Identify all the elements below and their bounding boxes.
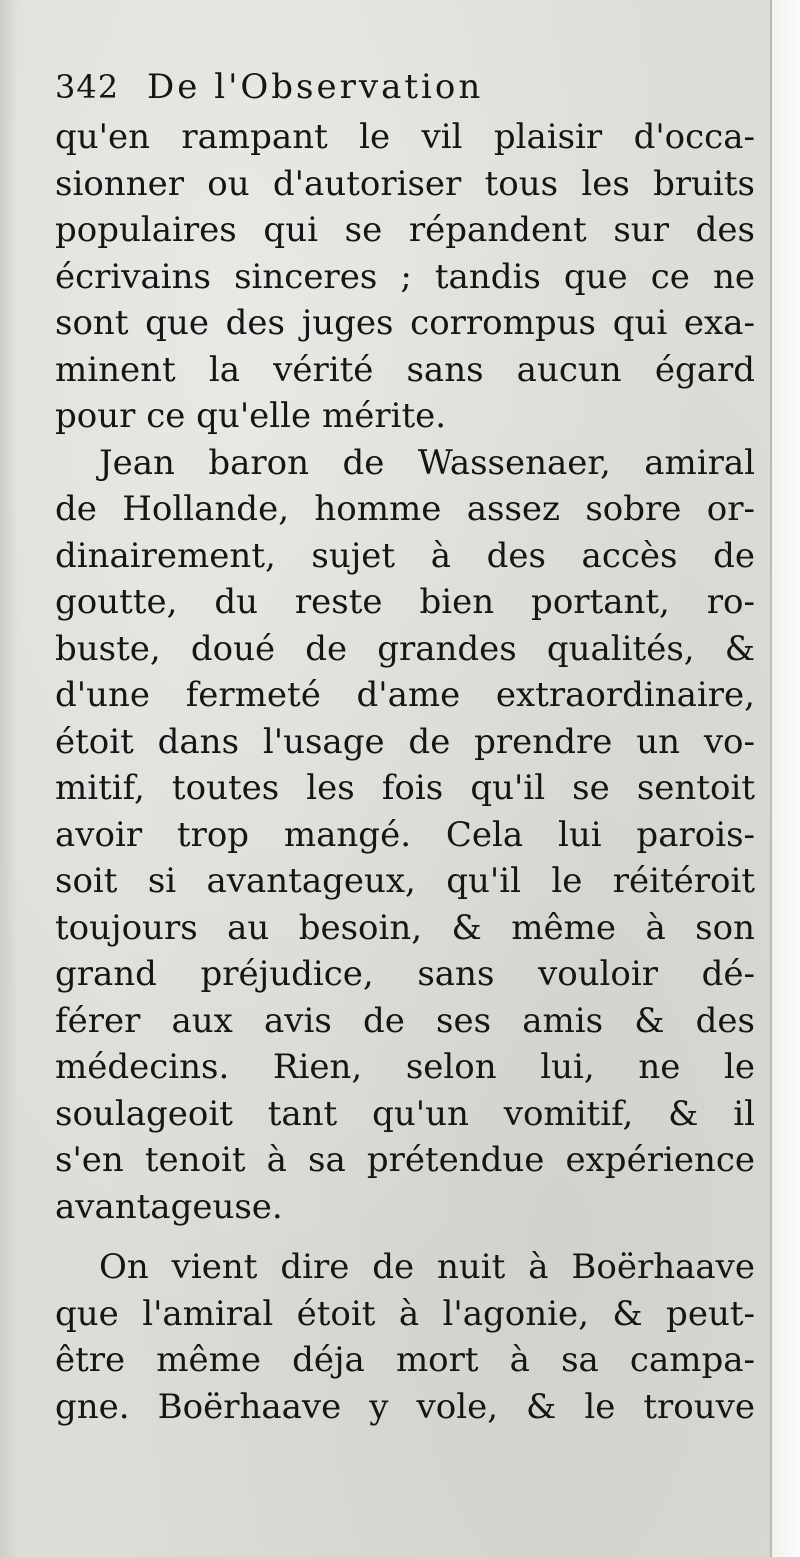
text-line: que l'amiral étoit à l'agonie, & peut- xyxy=(55,1293,755,1334)
running-title: De l'Observation xyxy=(147,67,484,107)
text-line: On vient dire de nuit à Boërhaave xyxy=(99,1247,755,1287)
text-line: gne. Boërhaave y vole, & le trouve xyxy=(55,1386,755,1427)
text-line: étoit dans l'usage de prendre un vo- xyxy=(55,721,755,762)
page-shadow-left xyxy=(0,0,18,1557)
text-line: sionner ou d'autoriser tous les bruits xyxy=(55,163,755,204)
text-line: soulageoit tant qu'un vomitif, & il xyxy=(55,1093,755,1134)
text-line: dinairement, sujet à des accès de xyxy=(55,535,755,576)
text-line: buste, doué de grandes qualités, & xyxy=(55,628,755,669)
text-line: grand préjudice, sans vouloir dé- xyxy=(55,954,755,994)
text-line: de Hollande, homme assez sobre or- xyxy=(55,489,755,529)
text-line: avoir trop mangé. Cela lui parois- xyxy=(55,814,755,855)
paragraph-1 xyxy=(55,114,755,440)
text-block xyxy=(55,60,755,1430)
text-line: mitif, toutes les fois qu'il se sentoit xyxy=(55,768,755,808)
text-line: écrivains sinceres ; tandis que ce ne xyxy=(55,256,755,297)
text-line: Jean baron de Wassenaer, amiral xyxy=(99,442,755,483)
text-line: avantageuse. xyxy=(55,1186,283,1227)
text-line: s'en tenoit à sa prétendue expérience xyxy=(55,1140,755,1180)
text-line: être même déja mort à sa campa- xyxy=(55,1340,755,1380)
running-head xyxy=(55,60,755,114)
text-line: qu'en rampant le vil plaisir d'occa- xyxy=(55,117,755,157)
text-line: sont que des juges corrompus qui exa- xyxy=(55,303,755,343)
paragraph-2 xyxy=(55,440,755,1231)
text-line: férer aux avis de ses amis & des xyxy=(55,1000,755,1041)
text-line: médecins. Rien, selon lui, ne le xyxy=(55,1047,755,1087)
paragraph-gap xyxy=(55,1230,755,1244)
text-line: d'une fermeté d'ame extraordinaire, xyxy=(55,675,755,715)
text-line: soit si avantageux, qu'il le réitéroit xyxy=(55,861,755,901)
text-line: toujours au besoin, & même à son xyxy=(55,907,755,948)
text-line: minent la vérité sans aucun égard xyxy=(55,349,755,390)
text-line: goutte, du reste bien portant, ro- xyxy=(55,582,755,622)
text-line: pour ce qu'elle mérite. xyxy=(55,396,447,436)
page-edge-right xyxy=(770,0,800,1557)
paragraph-3 xyxy=(55,1244,755,1430)
page-number: 342 xyxy=(55,68,120,106)
text-line: populaires qui se répandent sur des xyxy=(55,210,755,250)
